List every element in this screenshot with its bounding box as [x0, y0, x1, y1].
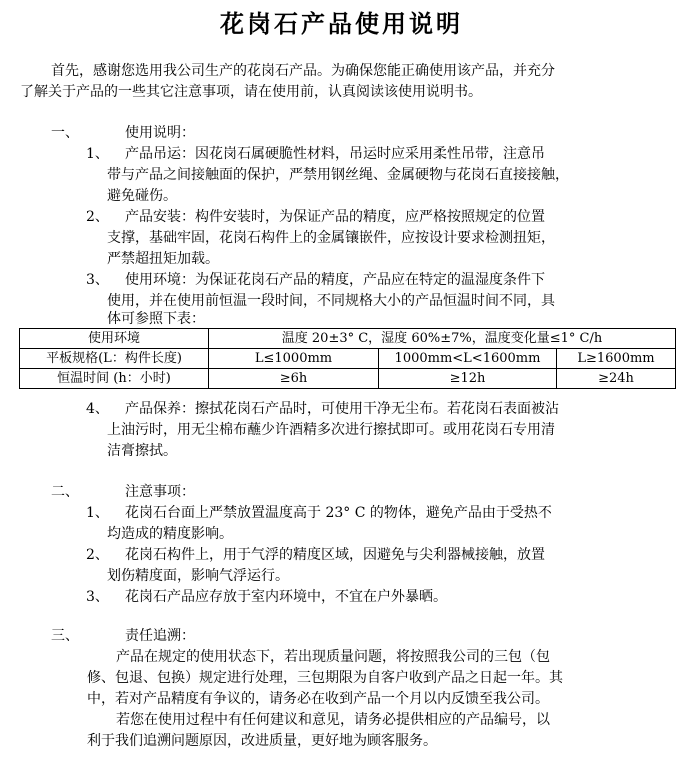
- item-text: 避免碰伤。: [107, 188, 177, 204]
- intro-line: 首先，感谢您选用我公司生产的花岗石产品。为确保您能正确使用该产品，并充分: [51, 63, 555, 79]
- table-cell-value: 温度 20±3° C，湿度 60%±7%，温度变化量≤1° C/h: [209, 329, 676, 349]
- item-text: 产品安装：构件安装时，为保证产品的精度，应严格按照规定的位置: [125, 209, 545, 225]
- item-number: 1、: [86, 505, 109, 521]
- table-cell-value: L≥1600mm: [557, 349, 676, 369]
- table-row: [20, 369, 676, 389]
- item-text: 均造成的精度影响。: [107, 526, 233, 542]
- section-number: 三、: [51, 628, 79, 644]
- item-text: 严禁超扭矩加载。: [107, 251, 219, 267]
- table-cell-value: 1000mm<L<1600mm: [379, 349, 557, 369]
- table-row: [20, 329, 676, 349]
- item-text: 支撑，基础牢固，花岗石构件上的金属镶嵌件，应按设计要求检测扭矩，: [107, 230, 555, 246]
- paragraph-line: 利于我们追溯问题原因，改进质量，更好地为顾客服务。: [87, 733, 437, 749]
- item-text: 花岗石构件上，用于气浮的精度区域，因避免与尖利器械接触，放置: [125, 547, 545, 563]
- table-cell-value: ≥6h: [209, 369, 379, 389]
- item-text: 带与产品之间接触面的保护，严禁用钢丝绳、金属硬物与花岗石直接接触，: [107, 167, 569, 183]
- table-cell-label: 使用环境: [20, 329, 209, 349]
- document-title: 花岗石产品使用说明: [220, 9, 463, 38]
- section-heading: 责任追溯：: [125, 628, 195, 644]
- item-number: 2、: [86, 547, 109, 563]
- item-text: 划伤精度面，影响气浮运行。: [107, 568, 289, 584]
- item-number: 1、: [86, 146, 109, 162]
- item-number: 3、: [86, 589, 109, 605]
- item-text: 使用环境：为保证花岗石产品的精度，产品应在特定的温湿度条件下: [125, 272, 545, 288]
- table-cell-value: ≥24h: [557, 369, 676, 389]
- table-cell-label: 恒温时间 (h：小时): [20, 369, 209, 389]
- paragraph-line: 修、包退、包换）规定进行处理，三包期限为自客户收到产品之日起一年。其: [87, 670, 563, 686]
- paragraph-line: 中，若对产品精度有争议的，请务必在收到产品一个月以内反馈至我公司。: [87, 691, 549, 707]
- item-text: 体可参照下表：: [107, 311, 205, 327]
- item-text: 产品保养：擦拭花岗石产品时，可使用干净无尘布。若花岗石表面被沾: [125, 401, 559, 417]
- spec-table: [19, 328, 676, 389]
- item-number: 3、: [86, 272, 109, 288]
- item-text: 使用，并在使用前恒温一段时间，不同规格大小的产品恒温时间不同，具: [107, 293, 555, 309]
- item-number: 4、: [86, 401, 109, 417]
- section-number: 二、: [51, 484, 79, 500]
- paragraph-line: 产品在规定的使用状态下，若出现质量问题，将按照我公司的三包（包: [116, 649, 550, 665]
- item-text: 洁膏擦拭。: [107, 443, 177, 459]
- item-number: 2、: [86, 209, 109, 225]
- table-cell-value: ≥12h: [379, 369, 557, 389]
- section-heading: 使用说明：: [125, 125, 195, 141]
- table-cell-value: L≤1000mm: [209, 349, 379, 369]
- table-row: [20, 349, 676, 369]
- intro-line: 了解关于产品的一些其它注意事项，请在使用前，认真阅读该使用说明书。: [20, 84, 482, 100]
- item-text: 花岗石台面上严禁放置温度高于 23° C 的物体，避免产品由于受热不: [125, 505, 552, 521]
- item-text: 产品吊运：因花岗石属硬脆性材料，吊运时应采用柔性吊带，注意吊: [125, 146, 545, 162]
- paragraph-line: 若您在使用过程中有任何建议和意见，请务必提供相应的产品编号，以: [116, 712, 550, 728]
- table-cell-label: 平板规格(L：构件长度): [20, 349, 209, 369]
- item-text: 上油污时，用无尘棉布蘸少许酒精多次进行擦拭即可。或用花岗石专用清: [107, 422, 555, 438]
- section-heading: 注意事项：: [125, 484, 195, 500]
- section-number: 一、: [51, 125, 79, 141]
- item-text: 花岗石产品应存放于室内环境中，不宜在户外暴晒。: [125, 589, 447, 605]
